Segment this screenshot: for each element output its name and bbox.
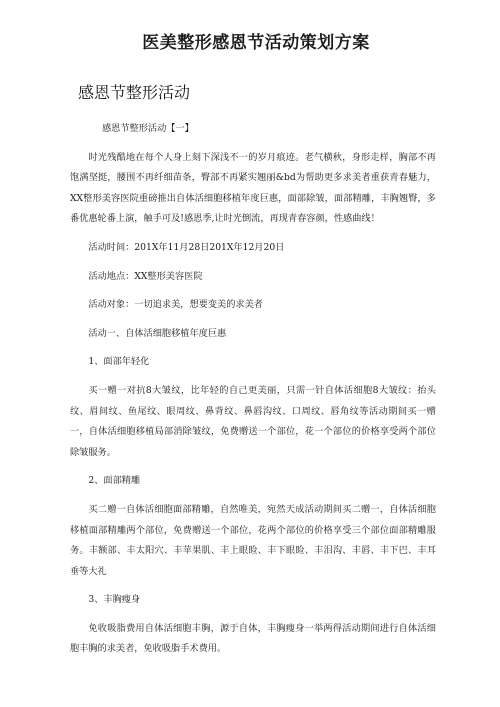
item-1-heading: 1、面部年轻化 [88, 356, 150, 368]
section-heading: 感恩节整形活动 [78, 83, 191, 102]
item-1-paragraph: 买一赠一对抗8大皱纹，比年轻的自己更美丽，只需一针自体活细胞8大皱纹：抬头纹、眉间纹、鱼尾纹、眼周纹、鼻背纹、鼻唇沟纹、口周纹、唇角纹等活动期间买一赠一，自体活细胞移植局部消除皱纹，免费赠送一个部位，花一个部位的价格享受两个部位除皱服务。 [70, 384, 436, 458]
item-2-heading: 2、面部精雕 [88, 475, 141, 487]
activity-location: 活动地点：XX整形美容医院 [88, 270, 203, 282]
subheading-paragraph: 感恩节整形活动【一】 [102, 123, 194, 134]
activity-time: 活动时间：201X年11月28日201X年12月20日 [88, 241, 285, 253]
item-3-paragraph: 免收吸脂费用自体活细胞丰胸，源于自体，丰胸瘦身一举两得活动期间进行自体活细胞丰胸的求美者，免收吸脂手术费用。 [70, 622, 436, 655]
item-3-heading: 3、丰胸瘦身 [88, 594, 141, 606]
item-2-paragraph: 买二赠一自体活细胞面部精雕，自然唯美，宛然天成活动期间买二赠一，自体活细胞移植面部精雕两个部位，免费赠送一个部位，花两个部位的价格享受三个部位面部精雕服务。丰额部、丰太阳穴、丰苹果肌、丰上眼睑、丰下眼睑、丰泪沟、丰唇、丰下巴、丰耳垂等大礼 [70, 503, 436, 577]
intro-paragraph: 时光残酷地在每个人身上刻下深浅不一的岁月痕迹。老气横秋，身形走样，胸部不再饱满坚挺，腰围不再纤细苗条，臀部不再紧实翘丽&bd为帮助更多求美者重获青春魅力，XX整形美容医院重磅推出自体活细胞移植年度巨惠，面部除皱，面部精雕，丰胸翘臀，多番优惠轮番上演，触手可及!感恩季,让时光倒流，再现青春容颜，性感曲线！ [70, 151, 436, 225]
activity-audience: 活动对象：一切追求美，想要变美的求美者 [88, 299, 263, 311]
document-title: 医美整形感恩节活动策划方案 [142, 33, 370, 53]
activity-one-heading: 活动一、自体活细胞移植年度巨惠 [88, 327, 227, 339]
